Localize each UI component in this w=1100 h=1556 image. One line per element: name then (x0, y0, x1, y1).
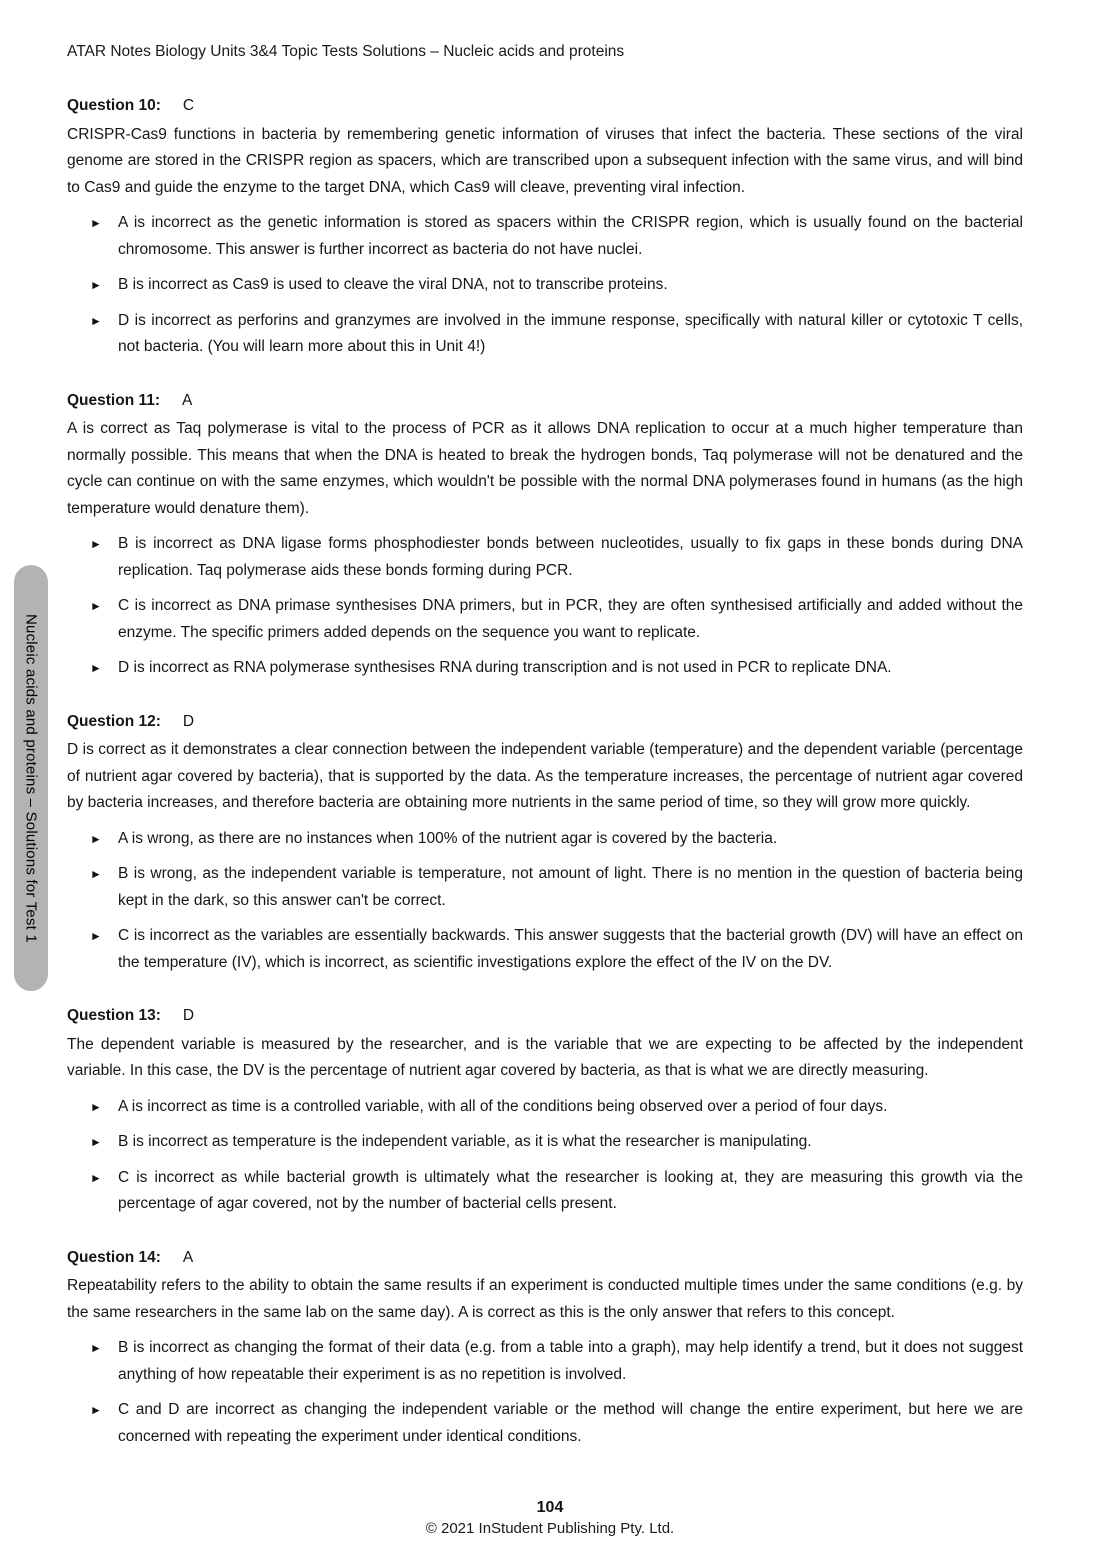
question-heading (67, 709, 1023, 736)
bullet-item (67, 861, 1023, 914)
triangle-bullet-icon: ► (90, 831, 102, 846)
question-block (67, 1003, 1023, 1218)
bullet-item (67, 272, 1023, 299)
question-label: Question 10: (67, 97, 161, 114)
question-label: Question 12: (67, 712, 161, 730)
bullet-text: A is incorrect as time is a controlled variable, with all of the conditions being observed over a period of four days. (118, 1097, 888, 1115)
bullet-item (67, 1129, 1023, 1156)
question-label: Question 13: (67, 1007, 161, 1024)
bullet-item (67, 1094, 1023, 1121)
question-label: Question 11: (67, 391, 161, 409)
triangle-bullet-icon: ► (90, 1099, 102, 1114)
question-heading (67, 388, 1023, 415)
questions-area (67, 93, 1023, 1477)
bullet-text: B is wrong, as the independent variable is temperature, not amount of light. There is no mention in the question of bacteria being kept in the dark, so this answer can't be correct. (118, 865, 1023, 909)
bullet-item (67, 923, 1023, 976)
question-block (67, 709, 1023, 977)
bullet-item (67, 1335, 1023, 1388)
question-answer-letter: D (182, 712, 195, 730)
triangle-bullet-icon: ► (90, 661, 102, 675)
question-block (67, 388, 1023, 682)
question-explanation: CRISPR-Cas9 functions in bacteria by remembering genetic information of viruses that infect the bacteria. These sections of the viral genome are stored in the CRISPR region as spacers, which are transcribed upon a subsequent infection with the same virus, and will bind to Cas9 and guide the enzyme to the target DNA, which Cas9 will cleave, preventing viral infection. (67, 125, 1023, 196)
triangle-bullet-icon: ► (90, 1341, 102, 1355)
triangle-bullet-icon: ► (90, 537, 102, 551)
bullet-text: D is incorrect as RNA polymerase synthesises RNA during transcription and is not used in PCR to replicate DNA. (118, 659, 892, 676)
chapter-tab-label: Nucleic acids and proteins – Solutions for Test 1 (22, 613, 40, 943)
question-block (67, 1245, 1023, 1451)
triangle-bullet-icon: ► (90, 1135, 102, 1149)
bullet-item (67, 531, 1023, 584)
bullet-item (67, 1397, 1023, 1450)
question-answer-letter: D (182, 1007, 195, 1024)
triangle-bullet-icon: ► (90, 867, 102, 881)
question-heading (67, 1003, 1023, 1030)
bullet-list (67, 531, 1023, 682)
question-block (67, 93, 1023, 361)
bullet-text: B is incorrect as temperature is the independent variable, as it is what the researcher is manipulating. (118, 1133, 812, 1150)
bullet-list (67, 1094, 1023, 1218)
question-answer-letter: A (182, 391, 193, 409)
bullet-text: D is incorrect as perforins and granzymes are involved in the immune response, specifically with natural killer or cytotoxic T cells, not bacteria. (You will learn more about this in Unit 4!) (118, 311, 1023, 355)
question-heading (67, 1245, 1023, 1272)
question-explanation: D is correct as it demonstrates a clear connection between the independent variable (temperature) and the dependent variable (percentage of nutrient agar covered by bacteria), that is supported by the data. As the temperature increases, the percentage of nutrient agar covered by bacteria increases, and therefore bacteria are obtaining more nutrients in the same period of time, so they will grow more quickly. (67, 741, 1023, 811)
bullet-text: C is incorrect as DNA primase synthesises DNA primers, but in PCR, they are often synthesised artificially and added without the enzyme. The specific primers added depends on the sequence you want to replicate. (118, 597, 1023, 641)
bullet-list (67, 210, 1023, 361)
bullet-item (67, 655, 1023, 682)
bullet-item (67, 826, 1023, 853)
bullet-text: A is incorrect as the genetic information is stored as spacers within the CRISPR region, which is usually found on the bacterial chromosome. This answer is further incorrect as bacteria do not have nuclei. (118, 214, 1023, 258)
question-explanation: A is correct as Taq polymerase is vital to the process of PCR as it allows DNA replication to occur at a much higher temperature than normally possible. This means that when the DNA is heated to break the hydrogen bonds, Taq polymerase will not be denatured and the cycle can continue on with the same enzymes, which wouldn't be possible with the normal DNA polymerases found in humans (as the high temperature would denature them). (67, 420, 1023, 517)
copyright-line: © 2021 InStudent Publishing Pty. Ltd. (425, 1520, 675, 1537)
triangle-bullet-icon: ► (90, 599, 102, 613)
bullet-text: B is incorrect as changing the format of their data (e.g. from a table into a graph), may help identify a trend, but it does not suggest anything of how repeatable their experiment is as no repetition is involved. (118, 1339, 1023, 1383)
bullet-text: C is incorrect as while bacterial growth is ultimately what the researcher is looking at, they are measuring this growth via the percentage of agar covered, not by the number of bacterial cells present. (118, 1168, 1023, 1212)
triangle-bullet-icon: ► (90, 313, 102, 328)
bullet-item (67, 210, 1023, 263)
question-label: Question 14: (67, 1248, 161, 1266)
triangle-bullet-icon: ► (90, 929, 102, 943)
page-footer (0, 1497, 1100, 1539)
question-explanation: Repeatability refers to the ability to obtain the same results if an experiment is conducted multiple times under the same conditions (e.g. by the same researchers in the same lab on the same day). A is correct as this is the only answer that refers to this concept. (67, 1277, 1023, 1321)
question-answer-letter: A (182, 1248, 194, 1266)
bullet-text: C and D are incorrect as changing the independent variable or the method will change the entire experiment, but here we are concerned with repeating the experiment under identical conditions. (118, 1401, 1023, 1445)
question-answer-letter: C (182, 97, 195, 114)
question-heading (67, 93, 1023, 120)
triangle-bullet-icon: ► (90, 278, 102, 292)
triangle-bullet-icon: ► (90, 1170, 102, 1185)
question-explanation: The dependent variable is measured by the researcher, and is the variable that we are expecting to be affected by the independent variable. In this case, the DV is the percentage of nutrient agar covered by bacteria, as that is what we are directly measuring. (67, 1035, 1023, 1079)
bullet-text: B is incorrect as DNA ligase forms phosphodiester bonds between nucleotides, usually to fix gaps in these bonds during DNA replication. Taq polymerase aids these bonds forming during PCR. (118, 535, 1023, 579)
bullet-item (67, 1165, 1023, 1218)
bullet-text: C is incorrect as the variables are essentially backwards. This answer suggests that the bacterial growth (DV) will have an effect on the temperature (IV), which is incorrect, as scientific investigations explore the effect of the IV on the DV. (118, 927, 1023, 971)
bullet-text: B is incorrect as Cas9 is used to cleave the viral DNA, not to transcribe proteins. (118, 276, 668, 293)
page-header: ATAR Notes Biology Units 3&4 Topic Tests Solutions – Nucleic acids and proteins (67, 43, 625, 60)
bullet-list (67, 1335, 1023, 1450)
bullet-list (67, 826, 1023, 977)
chapter-tab (14, 565, 48, 991)
page-number: 104 (536, 1499, 564, 1516)
bullet-item (67, 308, 1023, 361)
triangle-bullet-icon: ► (90, 216, 102, 230)
triangle-bullet-icon: ► (90, 1403, 102, 1417)
bullet-item (67, 593, 1023, 646)
bullet-text: A is wrong, as there are no instances when 100% of the nutrient agar is covered by the bacteria. (118, 829, 778, 847)
